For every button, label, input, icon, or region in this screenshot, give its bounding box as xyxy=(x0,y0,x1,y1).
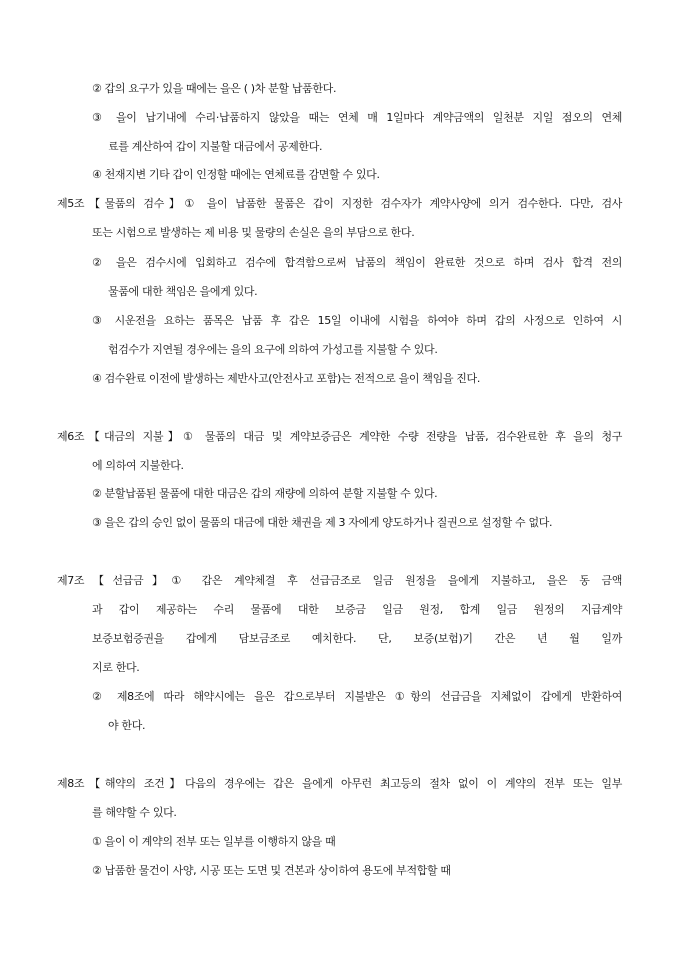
art7-item-2-line1: ② 제8조에 따라 해약시에는 을은 갑으로부터 지불받은 ①항의 선급금을 지체없이 갑에게 반환하여 xyxy=(92,690,622,703)
art4-item-2: ② 갑의 요구가 있을 때에는 을은 ( )차 분할 납품한다. xyxy=(92,82,337,95)
art5-item-2-line1: ② 을은 검수시에 입회하고 검수에 합격함으로써 납품의 책임이 완료한 것으로 하며 검사 합격 전의 xyxy=(92,256,622,269)
art6-heading-line1: 제6조【대금의 지불】① 물품의 대금 및 계약보증금은 계약한 수량 전량을 납품, 검수완료한 후 을의 청구 xyxy=(57,430,622,443)
art5-heading-line1: 제5조【물품의 검수】① 을이 납품한 물품은 갑이 지정한 검수자가 계약사양에 의거 검수한다. 다만, 검사 xyxy=(57,197,622,210)
art7-item-2-line2: 야 한다. xyxy=(108,719,146,732)
art7-heading-line3: 보증보험증권을 갑에게 담보금조로 예치한다. 단, 보증(보험)기 간은 년 월 일까 xyxy=(92,632,622,645)
art5-item-4: ④ 검수완료 이전에 발생하는 제반사고(안전사고 포함)는 전적으로 을이 책임을 진다. xyxy=(92,372,480,385)
art5-item-3-line2: 험검수가 지연될 경우에는 을의 요구에 의하여 가성고를 지불할 수 있다. xyxy=(108,343,438,356)
art8-heading-line1: 제8조【해약의 조건】다음의 경우에는 갑은 을에게 아무런 최고등의 절차 없이 이 계약의 전부 또는 일부 xyxy=(57,777,622,790)
art7-heading-line2: 과 갑이 제공하는 수리 물품에 대한 보증금 일금 원정, 합계 일금 원정의 지급계약 xyxy=(92,603,622,616)
art4-item-3-line1: ③ 을이 납기내에 수리·납품하지 않았을 때는 연체 매 1일마다 계약금액의 일천분 지일 점오의 연체 xyxy=(92,111,622,124)
art8-heading-line2: 를 해약할 수 있다. xyxy=(92,806,177,819)
art6-item-3: ③ 을은 갑의 승인 없이 물품의 대금에 대한 채권을 제 3 자에게 양도하거나 질권으로 설정할 수 없다. xyxy=(92,516,553,529)
art6-item-2: ② 분할납품된 물품에 대한 대금은 갑의 재량에 의하여 분할 지불할 수 있다. xyxy=(92,487,438,500)
art8-item-2: ② 납품한 물건이 사양, 시공 또는 도면 및 견본과 상이하여 용도에 부적합할 때 xyxy=(92,864,451,877)
art6-heading-line2: 에 의하여 지불한다. xyxy=(92,459,184,472)
art8-item-1: ① 을이 이 계약의 전부 또는 일부를 이행하지 않을 때 xyxy=(92,835,336,848)
art4-item-3-line2: 료를 계산하여 갑이 지불할 대금에서 공제한다. xyxy=(108,140,323,153)
art5-item-2-line2: 물품에 대한 책임은 을에게 있다. xyxy=(108,285,258,298)
art4-item-4: ④ 천재지변 기타 갑이 인정할 때에는 연체료를 감면할 수 있다. xyxy=(92,168,380,181)
art7-heading-line4: 지로 한다. xyxy=(92,661,140,674)
art5-item-3-line1: ③ 시운전을 요하는 품목은 납품 후 갑은 15일 이내에 시험을 하여야 하며 갑의 사정으로 인하여 시 xyxy=(92,314,622,327)
art7-heading-line1: 제7조【선급금】① 갑은 계약체결 후 선급금조로 일금 원정을 을에게 지불하고, 을은 동 금액 xyxy=(57,574,622,587)
art5-heading-line2: 또는 시험으로 발생하는 제 비용 및 물량의 손실은 을의 부담으로 한다. xyxy=(92,226,415,239)
